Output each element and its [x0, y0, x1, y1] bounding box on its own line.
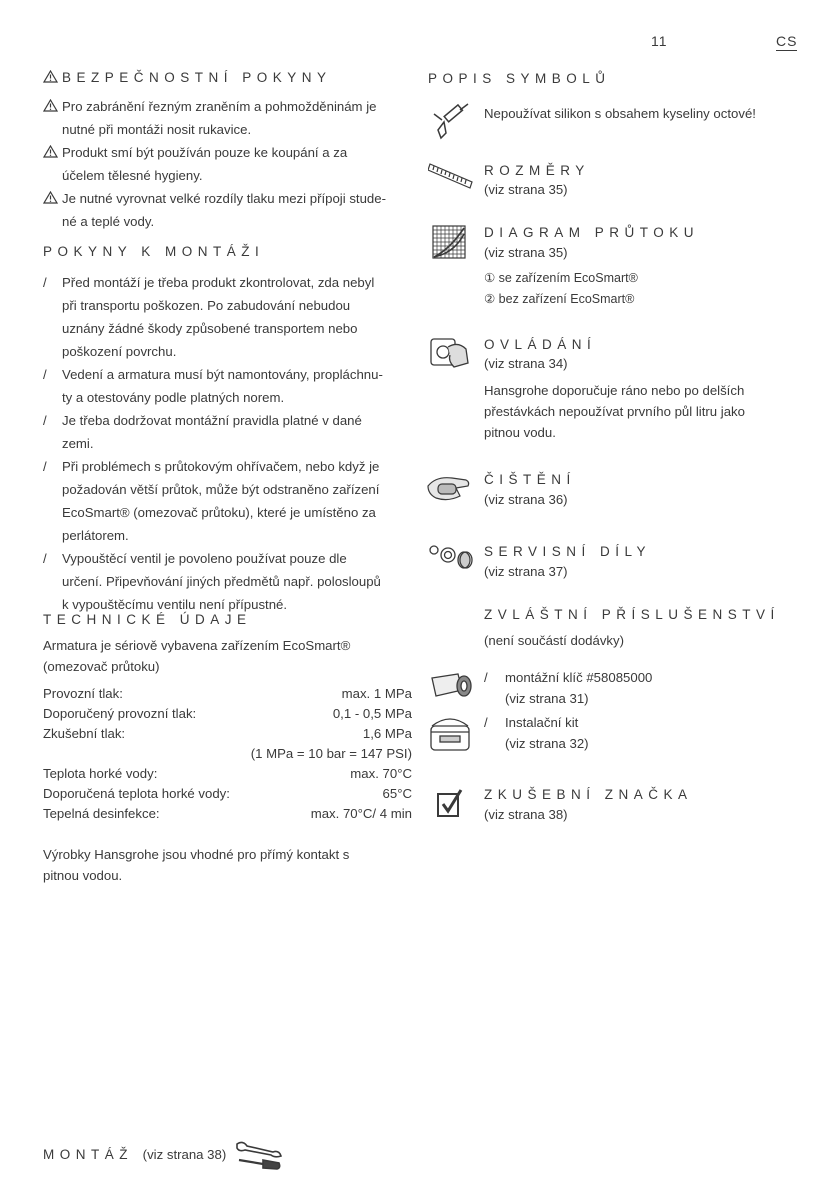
safety-text: né a teplé vody.	[62, 214, 155, 229]
install-text: Je třeba dodržovat montážní pravidla platné v dané	[62, 413, 362, 428]
page-number: 11	[651, 33, 668, 49]
safety-text: nutné při montáži nosit rukavice.	[62, 122, 252, 137]
install-text: Před montáží je třeba produkt zkontrolovat, zda nebyl	[62, 275, 375, 290]
install-text: požadován větší průtok, může být odstraněno zařízení	[62, 482, 380, 497]
safety-item	[43, 187, 413, 233]
warning-icon	[43, 145, 58, 158]
safety-title: BEZPEČNOSTNÍ POKYNY	[62, 70, 332, 85]
footer-ref: (viz strana 38)	[142, 1147, 227, 1162]
test-mark-ref: (viz strana 38)	[484, 807, 568, 822]
install-title: POKYNY K MONTÁŽI	[43, 244, 265, 259]
safety-item	[43, 95, 413, 141]
accessory-ref: (viz strana 31)	[505, 691, 589, 706]
tech-value: 0,1 - 0,5 MPa	[332, 706, 412, 721]
tech-label: Doporučená teplota horké vody:	[43, 786, 230, 801]
ruler-icon	[428, 158, 474, 194]
flow-diagram-ref: (viz strana 35)	[484, 245, 568, 260]
bullet-mark: /	[43, 413, 47, 428]
bullet-mark: /	[43, 551, 47, 566]
install-text: při transportu poškozen. Po zabudování nebudou	[62, 298, 351, 313]
dimensions-title: ROZMĚRY	[484, 163, 590, 178]
cleaning-title: ČIŠTĚNÍ	[484, 472, 576, 487]
flow-diagram-title: DIAGRAM PRŮTOKU	[484, 225, 700, 240]
symbols-title: POPIS SYMBOLŮ	[428, 71, 611, 86]
warning-icon	[43, 70, 58, 83]
operation-hand-icon	[428, 333, 470, 369]
tech-value: max. 70°C/ 4 min	[310, 806, 412, 821]
tech-row	[43, 784, 412, 804]
safety-text: Pro zabránění řezným zraněním a pohmožděninám je	[62, 99, 377, 114]
bullet-mark: /	[43, 275, 47, 290]
language-code: CS	[776, 33, 798, 49]
tech-row	[43, 724, 412, 744]
safety-heading-row	[43, 70, 332, 85]
accessories-title: ZVLÁŠTNÍ PŘÍSLUŠENSTVÍ	[484, 607, 780, 622]
tech-label: Teplota horké vody:	[43, 766, 158, 781]
service-parts-title: SERVISNÍ DÍLY	[484, 544, 652, 559]
flow-option-1: ① se zařízením EcoSmart®	[484, 271, 638, 285]
tech-label: Tepelná desinfekce:	[43, 806, 160, 821]
installation-kit-icon	[428, 714, 472, 754]
install-text: uznány žádné škody způsobené transportem nebo	[62, 321, 358, 336]
safety-text: účelem tělesné hygieny.	[62, 168, 203, 183]
service-parts-ref: (viz strana 37)	[484, 564, 568, 579]
tech-intro: (omezovač průtoku)	[43, 659, 160, 674]
tech-note: Výrobky Hansgrohe jsou vhodné pro přímý kontakt s	[43, 847, 350, 862]
tech-title: TECHNICKÉ ÚDAJE	[43, 612, 252, 627]
warning-icon	[43, 99, 58, 112]
install-text: Vypouštěcí ventil je povoleno používat pouze dle	[62, 551, 347, 566]
accessory-item	[484, 667, 652, 709]
tech-value: 1,6 MPa	[362, 726, 412, 741]
service-parts-icon	[428, 540, 476, 572]
bullet-mark: /	[43, 459, 47, 474]
safety-text: Je nutné vyrovnat velké rozdíly tlaku mezi přípoji stude-	[62, 191, 386, 206]
operation-ref: (viz strana 34)	[484, 356, 568, 371]
install-text: perlátorem.	[62, 528, 129, 543]
accessory-ref: (viz strana 32)	[505, 736, 589, 751]
operation-title: OVLÁDÁNÍ	[484, 337, 597, 352]
install-text: určení. Připevňování jiných předmětů např. polosloupů	[62, 574, 381, 589]
mounting-key-icon	[428, 668, 476, 702]
accessory-item	[484, 712, 589, 754]
bullet-mark: /	[484, 670, 488, 685]
dimensions-ref: (viz strana 35)	[484, 182, 568, 197]
checkmark-icon	[436, 788, 464, 818]
cleaning-hand-icon	[426, 472, 472, 504]
tech-row	[43, 764, 412, 784]
tech-conversion: (1 MPa = 10 bar = 147 PSI)	[250, 746, 412, 761]
silicone-gun-icon	[430, 100, 472, 142]
flow-option-2: ② bez zařízení EcoSmart®	[484, 292, 635, 306]
tech-intro: Armatura je sériově vybavena zařízením EcoSmart®	[43, 638, 351, 653]
operation-text: Hansgrohe doporučuje ráno nebo po delších	[484, 383, 745, 398]
accessory-text: montážní klíč #58085000	[505, 670, 653, 685]
tools-icon	[233, 1138, 283, 1172]
tech-value: max. 70°C	[350, 766, 412, 781]
install-text: zemi.	[62, 436, 94, 451]
install-item	[43, 271, 413, 363]
operation-text: přestávkách nepoužívat prvního půl litru jako	[484, 404, 745, 419]
flow-diagram-icon	[432, 225, 466, 259]
operation-text: pitnou vodu.	[484, 425, 556, 440]
cleaning-ref: (viz strana 36)	[484, 492, 568, 507]
install-item	[43, 409, 413, 455]
install-text: poškození povrchu.	[62, 344, 177, 359]
tech-label: Provozní tlak:	[43, 686, 123, 701]
safety-text: Produkt smí být používán pouze ke koupání a za	[62, 145, 348, 160]
silicone-warning: Nepoužívat silikon s obsahem kyseliny octové!	[484, 106, 756, 121]
install-item	[43, 363, 413, 409]
test-mark-title: ZKUŠEBNÍ ZNAČKA	[484, 787, 693, 802]
accessory-text: Instalační kit	[505, 715, 579, 730]
safety-item	[43, 141, 413, 187]
install-text: Při problémech s průtokovým ohřívačem, nebo když je	[62, 459, 380, 474]
footer	[43, 1147, 226, 1162]
tech-note: pitnou vodou.	[43, 868, 123, 883]
bullet-mark: /	[43, 367, 47, 382]
bullet-mark: /	[484, 715, 488, 730]
install-item	[43, 455, 413, 547]
accessories-subtitle: (není součástí dodávky)	[484, 633, 625, 648]
tech-label: Doporučený provozní tlak:	[43, 706, 197, 721]
tech-label: Zkušební tlak:	[43, 726, 126, 741]
install-text: EcoSmart® (omezovač průtoku), které je umístěno za	[62, 505, 376, 520]
tech-row	[43, 684, 412, 704]
install-text: k vypouštěcímu ventilu není přípustné.	[62, 597, 288, 612]
footer-title: MONTÁŽ	[43, 1147, 133, 1162]
install-item	[43, 547, 413, 616]
tech-row	[43, 704, 412, 724]
tech-value: 65°C	[382, 786, 412, 801]
warning-icon	[43, 191, 58, 204]
tech-row	[43, 804, 412, 824]
tech-value: max. 1 MPa	[341, 686, 412, 701]
install-text: Vedení a armatura musí být namontovány, propláchnu-	[62, 367, 383, 382]
install-text: ty a otestovány podle platných norem.	[62, 390, 285, 405]
